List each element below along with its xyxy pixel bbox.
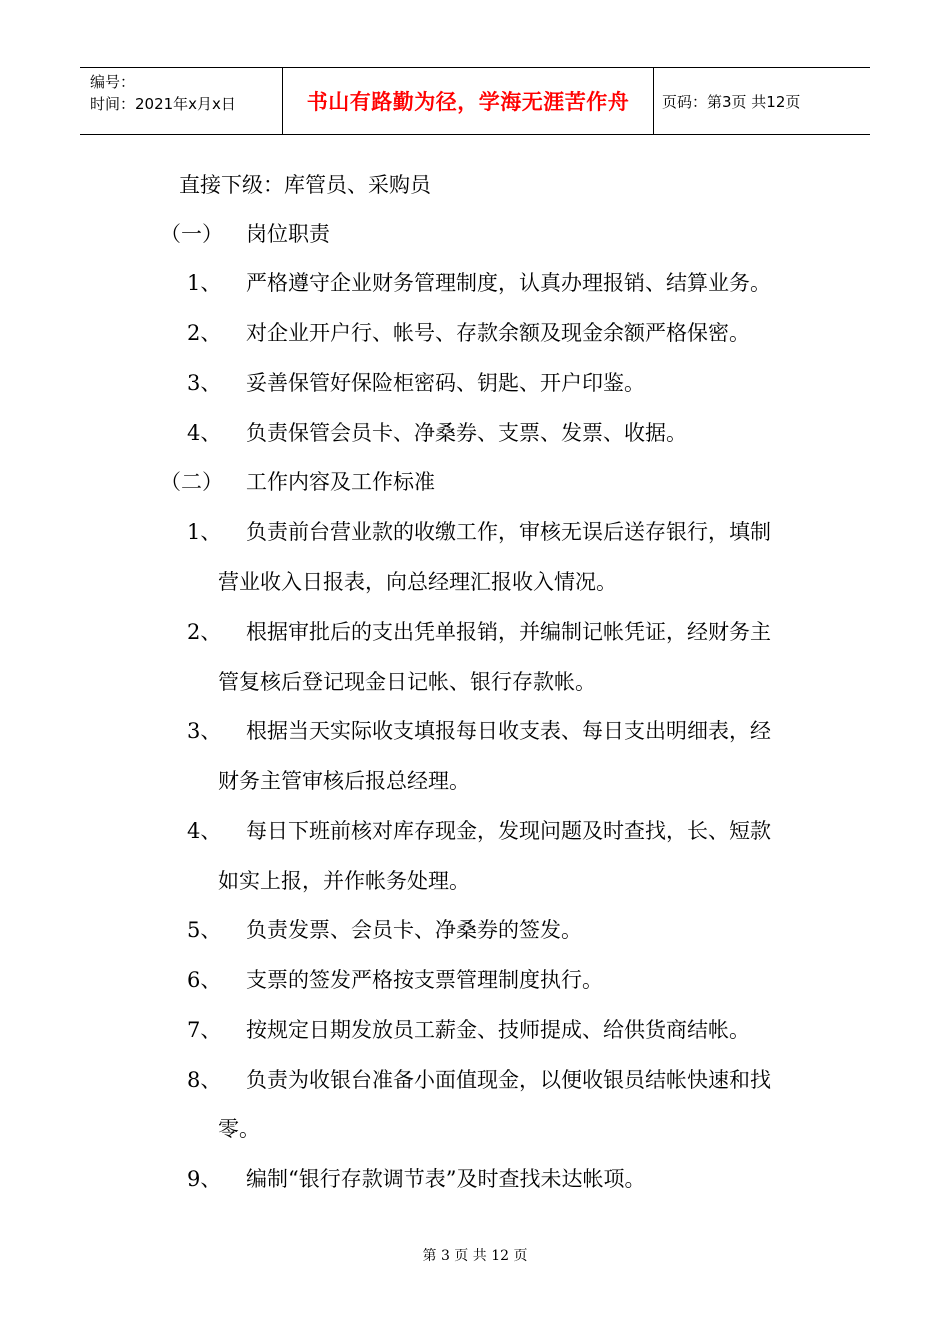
list-item-continuation: 管复核后登记现金日记帐、银行存款帐。 — [218, 670, 596, 694]
list-item: 妥善保管好保险柜密码、钥匙、开户印鉴。 — [246, 371, 645, 395]
list-item: 根据当天实际收支填报每日收支表、每日支出明细表，经 — [246, 719, 771, 743]
list-item: 负责为收银台准备小面值现金，以便收银员结帐快速和找 — [246, 1068, 771, 1092]
page-info: 页码：第3页 共12页 — [662, 92, 801, 111]
list-item: 编制“银行存款调节表”及时查找未达帐项。 — [246, 1167, 646, 1191]
time-label: 时间：2021年x月x日 — [90, 95, 236, 113]
list-item-number: 3、 — [187, 719, 222, 743]
list-item-number: 4、 — [187, 421, 222, 445]
list-item-number: 8、 — [187, 1068, 222, 1092]
list-item-continuation: 营业收入日报表，向总经理汇报收入情况。 — [218, 570, 617, 594]
list-item-number: 9、 — [187, 1167, 222, 1191]
list-item: 按规定日期发放员工薪金、技师提成、给供货商结帐。 — [246, 1018, 750, 1042]
list-item: 对企业开户行、帐号、存款余额及现金余额严格保密。 — [246, 321, 750, 345]
section-marker: （一） — [160, 222, 223, 246]
list-item-continuation: 财务主管审核后报总经理。 — [218, 769, 470, 793]
motto: 书山有路勤为径，学海无涯苦作舟 — [306, 90, 630, 114]
list-item-number: 1、 — [187, 520, 222, 544]
section-title: 岗位职责 — [246, 222, 330, 246]
list-item-number: 2、 — [187, 620, 222, 644]
header-motto-cell — [282, 68, 654, 134]
list-item: 严格遵守企业财务管理制度，认真办理报销、结算业务。 — [246, 271, 771, 295]
direct-subordinates: 直接下级：库管员、采购员 — [179, 173, 431, 197]
list-item-number: 5、 — [187, 918, 222, 942]
list-item-number: 6、 — [187, 968, 222, 992]
list-item-continuation: 零。 — [218, 1117, 260, 1141]
list-item-number: 4、 — [187, 819, 222, 843]
header-meta — [80, 68, 282, 134]
list-item: 负责前台营业款的收缴工作，审核无误后送存银行，填制 — [246, 520, 771, 544]
page-header — [80, 67, 870, 135]
list-item: 负责发票、会员卡、净桑券的签发。 — [246, 918, 582, 942]
number-label: 编号： — [90, 73, 136, 91]
section-title: 工作内容及工作标准 — [246, 470, 435, 494]
list-item-number: 7、 — [187, 1018, 222, 1042]
list-item-continuation: 如实上报，并作帐务处理。 — [218, 869, 470, 893]
section-marker: （二） — [160, 470, 223, 494]
list-item: 负责保管会员卡、净桑券、支票、发票、收据。 — [246, 421, 687, 445]
list-item: 支票的签发严格按支票管理制度执行。 — [246, 968, 603, 992]
list-item-number: 3、 — [187, 371, 222, 395]
header-page-info — [654, 68, 870, 134]
list-item: 根据审批后的支出凭单报销，并编制记帐凭证，经财务主 — [246, 620, 771, 644]
list-item: 每日下班前核对库存现金，发现问题及时查找，长、短款 — [246, 819, 771, 843]
list-item-number: 1、 — [187, 271, 222, 295]
footer-page-number: 第 3 页 共 12 页 — [422, 1248, 528, 1264]
page-footer — [0, 1245, 950, 1265]
list-item-number: 2、 — [187, 321, 222, 345]
